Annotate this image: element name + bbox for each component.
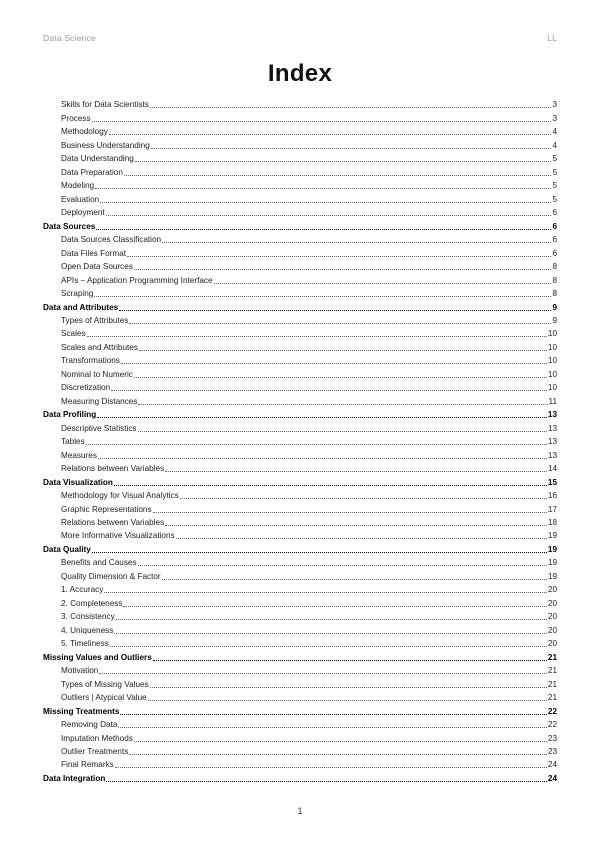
toc-dot-leader <box>138 404 547 405</box>
toc-subsection-entry[interactable] <box>43 164 557 177</box>
toc-entry-label: APIs – Application Programming Interface <box>61 275 213 285</box>
toc-dot-leader <box>100 202 551 203</box>
toc-entry-label: Types of Attributes <box>61 315 129 325</box>
toc-subsection-entry[interactable] <box>43 205 557 218</box>
toc-entry-page: 6 <box>552 208 557 218</box>
toc-dot-leader <box>114 633 547 634</box>
toc-entry-page: 6 <box>552 221 557 231</box>
toc-entry-label: Open Data Sources <box>61 262 133 272</box>
running-header-initials: LL <box>547 33 557 43</box>
toc-dot-leader <box>127 256 551 257</box>
toc-dot-leader <box>119 310 551 311</box>
toc-dot-leader <box>176 538 547 539</box>
toc-entry-page: 9 <box>552 302 557 312</box>
toc-dot-leader <box>95 188 551 189</box>
toc-entry-label: 4. Uniqueness <box>61 625 114 635</box>
toc-entry-label: Methodology for Visual Analytics <box>61 491 179 501</box>
toc-subsection-entry[interactable] <box>43 595 557 608</box>
toc-dot-leader <box>86 444 547 445</box>
toc-dot-leader <box>153 660 547 661</box>
page-number: 1 <box>297 806 303 816</box>
toc-dot-leader <box>162 242 551 243</box>
page-title: Index <box>267 60 333 87</box>
toc-entry-label: Nominal to Numeric <box>61 369 133 379</box>
toc-entry-page: 20 <box>547 612 557 622</box>
toc-entry-label: Relations between Variables <box>61 464 165 474</box>
toc-entry-page: 10 <box>547 369 557 379</box>
toc-entry-page: 24 <box>547 773 557 783</box>
toc-entry-label: 2. Completeness <box>61 598 123 608</box>
toc-subsection-entry[interactable] <box>43 178 557 191</box>
toc-entry-page: 24 <box>547 760 557 770</box>
toc-entry-label: 3. Consistency <box>61 612 115 622</box>
toc-entry-page: 6 <box>552 235 557 245</box>
toc-subsection-entry[interactable] <box>43 124 557 137</box>
toc-entry-page: 5 <box>552 167 557 177</box>
toc-dot-leader <box>106 781 547 782</box>
toc-entry-label: Discretization <box>61 383 111 393</box>
toc-entry-label: Missing Values and Outliers <box>43 652 152 662</box>
toc-entry-page: 10 <box>547 342 557 352</box>
toc-entry-page: 6 <box>552 248 557 258</box>
toc-entry-page: 10 <box>547 356 557 366</box>
toc-subsection-entry[interactable] <box>43 717 557 730</box>
toc-entry-label: Tables <box>61 437 85 447</box>
toc-subsection-entry[interactable] <box>43 245 557 258</box>
toc-subsection-entry[interactable] <box>43 272 557 285</box>
toc-entry-label: Graphic Representations <box>61 504 152 514</box>
toc-entry-label: Transformations <box>61 356 120 366</box>
toc-entry-label: Data Sources <box>43 221 96 231</box>
toc-dot-leader <box>104 592 547 593</box>
toc-dot-leader <box>92 552 547 553</box>
toc-subsection-entry[interactable] <box>43 663 557 676</box>
toc-entry-page: 8 <box>552 289 557 299</box>
toc-subsection-entry[interactable] <box>43 191 557 204</box>
toc-entry-page: 20 <box>547 585 557 595</box>
toc-subsection-entry[interactable] <box>43 151 557 164</box>
toc-entry-label: Skills for Data Scientists <box>61 100 149 110</box>
toc-entry-page: 11 <box>548 396 557 406</box>
toc-section-entry[interactable] <box>43 218 557 231</box>
toc-entry-page: 10 <box>547 329 557 339</box>
toc-dot-leader <box>109 134 552 135</box>
toc-dot-leader <box>118 727 546 728</box>
toc-dot-leader <box>165 525 547 526</box>
toc-subsection-entry[interactable] <box>43 636 557 649</box>
toc-subsection-entry[interactable] <box>43 488 557 501</box>
toc-section-entry[interactable] <box>43 649 557 662</box>
toc-dot-leader <box>139 350 547 351</box>
toc-dot-leader <box>110 646 547 647</box>
toc-entry-label: Data Profiling <box>43 410 97 420</box>
toc-dot-leader <box>134 741 547 742</box>
toc-entry-page: 5 <box>552 194 557 204</box>
toc-subsection-entry[interactable] <box>43 232 557 245</box>
toc-section-entry[interactable] <box>43 703 557 716</box>
toc-entry-label: Data Preparation <box>61 167 123 177</box>
toc-dot-leader <box>214 283 552 284</box>
toc-subsection-entry[interactable] <box>43 568 557 581</box>
toc-entry-page: 21 <box>547 666 557 676</box>
toc-dot-leader <box>98 458 547 459</box>
toc-dot-leader <box>165 471 547 472</box>
toc-entry-page: 13 <box>547 423 557 433</box>
toc-subsection-entry[interactable] <box>43 137 557 150</box>
toc-entry-label: Outlier Treatments <box>61 746 129 756</box>
toc-subsection-entry[interactable] <box>43 366 557 379</box>
toc-entry-page: 21 <box>547 679 557 689</box>
toc-dot-leader <box>123 606 546 607</box>
toc-entry-page: 3 <box>552 100 557 110</box>
toc-subsection-entry[interactable] <box>43 353 557 366</box>
toc-dot-leader <box>129 754 547 755</box>
toc-dot-leader <box>120 714 546 715</box>
toc-subsection-entry[interactable] <box>43 286 557 299</box>
toc-entry-page: 20 <box>547 598 557 608</box>
toc-subsection-entry[interactable] <box>43 622 557 635</box>
toc-entry-page: 13 <box>547 437 557 447</box>
toc-entry-label: Data Visualization <box>43 477 113 487</box>
toc-entry-label: Measuring Distances <box>61 396 138 406</box>
toc-entry-page: 19 <box>547 571 557 581</box>
toc-subsection-entry[interactable] <box>43 676 557 689</box>
toc-entry-page: 9 <box>552 315 557 325</box>
toc-dot-leader <box>124 175 552 176</box>
toc-subsection-entry[interactable] <box>43 744 557 757</box>
toc-dot-leader <box>116 619 547 620</box>
toc-subsection-entry[interactable] <box>43 420 557 433</box>
toc-section-entry[interactable] <box>43 299 557 312</box>
toc-subsection-entry[interactable] <box>43 757 557 770</box>
toc-entry-label: Benefits and Causes <box>61 558 137 568</box>
toc-subsection-entry[interactable] <box>43 501 557 514</box>
toc-entry-page: 3 <box>552 113 557 123</box>
toc-dot-leader <box>150 687 547 688</box>
toc-dot-leader <box>106 215 552 216</box>
toc-entry-page: 13 <box>547 450 557 460</box>
toc-entry-label: Methodology <box>61 127 108 137</box>
toc-entry-page: 23 <box>547 746 557 756</box>
toc-subsection-entry[interactable] <box>43 730 557 743</box>
toc-entry-page: 20 <box>547 639 557 649</box>
toc-dot-leader <box>151 148 552 149</box>
toc-dot-leader <box>162 579 547 580</box>
toc-subsection-entry[interactable] <box>43 339 557 352</box>
toc-dot-leader <box>99 673 547 674</box>
toc-dot-leader <box>115 767 547 768</box>
toc-entry-label: Imputation Methods <box>61 733 133 743</box>
toc-dot-leader <box>153 512 547 513</box>
toc-entry-label: Scales <box>61 329 86 339</box>
toc-subsection-entry[interactable] <box>43 690 557 703</box>
toc-entry-label: Scales and Attributes <box>61 342 138 352</box>
toc-entry-label: Evaluation <box>61 194 100 204</box>
toc-entry-label: 5. Timeliness <box>61 639 109 649</box>
toc-entry-label: Measures <box>61 450 97 460</box>
toc-entry-page: 19 <box>547 558 557 568</box>
toc-dot-leader <box>94 296 551 297</box>
toc-entry-page: 18 <box>547 518 557 527</box>
toc-subsection-entry[interactable] <box>43 380 557 393</box>
toc-entry-page: 15 <box>547 477 557 487</box>
toc-entry-page: 4 <box>552 140 557 150</box>
toc-entry-label: Data and Attributes <box>43 302 119 312</box>
toc-subsection-entry[interactable] <box>43 313 557 326</box>
toc-entry-label: Data Integration <box>43 773 106 783</box>
toc-dot-leader <box>134 377 547 378</box>
toc-entry-label: Motivation <box>61 666 99 676</box>
toc-subsection-entry[interactable] <box>43 259 557 272</box>
toc-dot-leader <box>96 229 551 230</box>
toc-entry-label: Outliers | Atypical Value <box>61 693 147 703</box>
toc-entry-label: Process <box>61 113 91 123</box>
toc-entry-page: 22 <box>547 720 557 730</box>
toc-entry-label: Types of Missing Values <box>61 679 149 689</box>
toc-dot-leader <box>134 269 552 270</box>
toc-subsection-entry[interactable] <box>43 97 557 110</box>
toc-section-entry[interactable] <box>43 474 557 487</box>
toc-entry-label: Final Remarks <box>61 760 114 770</box>
toc-dot-leader <box>111 390 547 391</box>
toc-entry-page: 17 <box>547 504 557 514</box>
toc-dot-leader <box>121 363 547 364</box>
toc-entry-label: More Informative Visualizations <box>61 531 175 541</box>
toc-dot-leader <box>148 700 547 701</box>
toc-subsection-entry[interactable] <box>43 393 557 406</box>
toc-entry-label: Data Sources Classification <box>61 235 162 245</box>
toc-subsection-entry[interactable] <box>43 609 557 622</box>
toc-dot-leader <box>114 485 547 486</box>
toc-subsection-entry[interactable] <box>43 582 557 595</box>
toc-entry-label: Data Understanding <box>61 154 134 164</box>
toc-entry-label: Missing Treatments <box>43 706 120 716</box>
toc-entry-page: 22 <box>547 706 557 716</box>
toc-entry-page: 8 <box>552 262 557 272</box>
toc-section-entry[interactable] <box>43 407 557 420</box>
toc-entry-page: 13 <box>547 410 557 420</box>
toc-entry-page: 21 <box>547 652 557 662</box>
toc-entry-page: 16 <box>547 491 557 501</box>
toc-dot-leader <box>150 107 552 108</box>
toc-entry-page: 10 <box>547 383 557 393</box>
toc-entry-label: Relations between Variables <box>61 518 165 527</box>
toc-subsection-entry[interactable] <box>43 434 557 447</box>
toc-dot-leader <box>135 161 552 162</box>
toc-entry-page: 4 <box>552 127 557 137</box>
toc-entry-label: Removing Data <box>61 720 118 730</box>
toc-subsection-entry[interactable] <box>43 110 557 123</box>
toc-subsection-entry[interactable] <box>43 447 557 460</box>
toc-entry-label: Business Understanding <box>61 140 150 150</box>
toc-section-entry[interactable] <box>43 770 557 783</box>
toc-dot-leader <box>97 417 547 418</box>
toc-entry-label: Descriptive Statistics <box>61 423 137 433</box>
toc-section-entry[interactable] <box>43 541 557 554</box>
toc-dot-leader <box>138 431 547 432</box>
toc-entry-page: 20 <box>547 625 557 635</box>
toc-subsection-entry[interactable] <box>43 515 557 528</box>
toc-entry-label: Data Quality <box>43 544 91 554</box>
toc-subsection-entry[interactable] <box>43 326 557 339</box>
toc-entry-page: 8 <box>552 275 557 285</box>
toc-dot-leader <box>92 121 552 122</box>
toc-entry-page: 23 <box>547 733 557 743</box>
toc-entry-page: 5 <box>552 181 557 191</box>
toc-entry-label: Deployment <box>61 208 105 218</box>
toc-dot-leader <box>129 323 551 324</box>
toc-entry-page: 19 <box>547 531 557 541</box>
toc-entry-page: 19 <box>547 544 557 554</box>
toc-dot-leader <box>138 565 547 566</box>
toc-entry-page: 14 <box>547 464 557 474</box>
toc-entry-label: Modeling <box>61 181 95 191</box>
table-of-contents <box>43 97 557 784</box>
toc-entry-label: Quality Dimension & Factor <box>61 571 161 581</box>
toc-entry-label: 1. Accuracy <box>61 585 104 595</box>
toc-subsection-entry[interactable] <box>43 528 557 541</box>
toc-dot-leader <box>180 498 547 499</box>
toc-subsection-entry[interactable] <box>43 461 557 474</box>
toc-subsection-entry[interactable] <box>43 555 557 568</box>
toc-entry-page: 5 <box>552 154 557 164</box>
toc-entry-label: Scraping <box>61 289 94 299</box>
toc-entry-label: Data Files Format <box>61 248 127 258</box>
toc-entry-page: 21 <box>547 693 557 703</box>
running-header-title: Data Science <box>43 33 96 43</box>
toc-dot-leader <box>87 336 547 337</box>
